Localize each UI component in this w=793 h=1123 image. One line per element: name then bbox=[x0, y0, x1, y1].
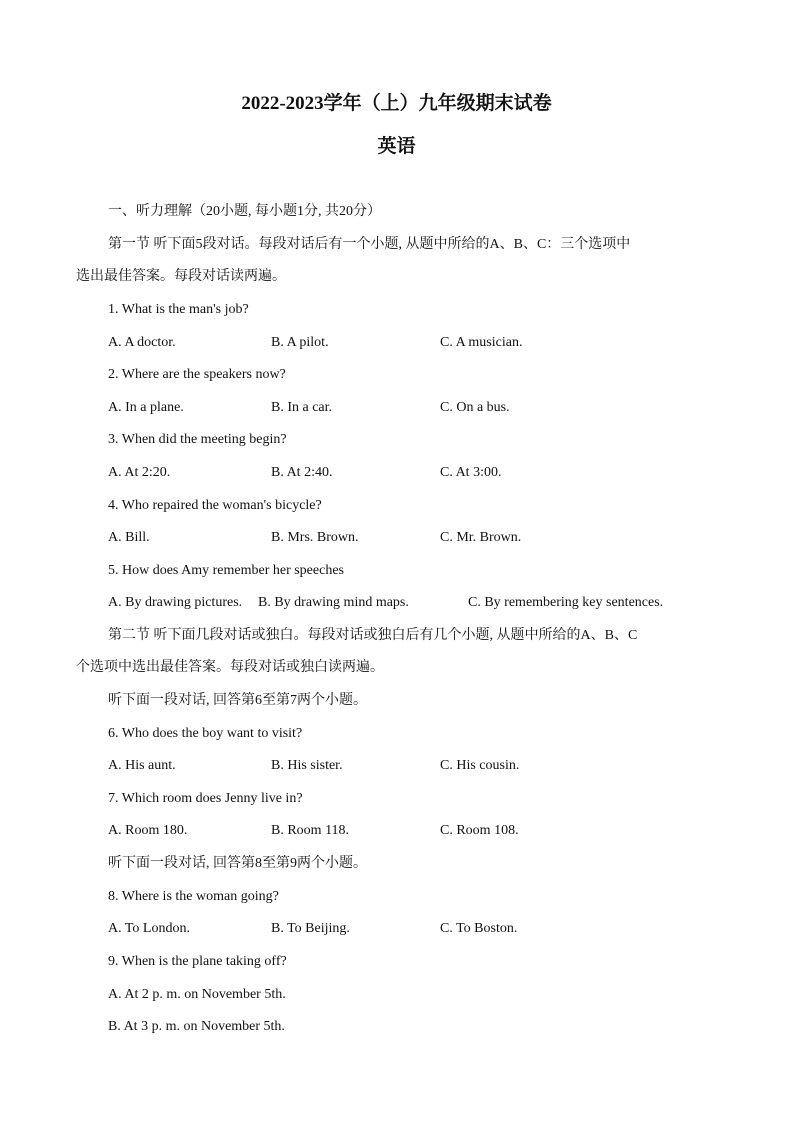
question-stem: 7. Which room does Jenny live in? bbox=[108, 791, 303, 806]
option-a: A. By drawing pictures. bbox=[108, 595, 243, 610]
option-c: C. Room 108. bbox=[440, 823, 519, 838]
question-stem: 2. Where are the speakers now? bbox=[108, 367, 286, 382]
answer-options bbox=[108, 594, 748, 612]
question-stem: 9. When is the plane taking off? bbox=[108, 954, 287, 969]
part2-instruction-line1: 第二节 听下面几段对话或独白。每段对话或独白后有几个小题, 从题中所给的A、B、C bbox=[108, 628, 638, 643]
dialog-instruction: 听下面一段对话, 回答第6至第7两个小题。 bbox=[108, 693, 367, 708]
option-b: B. A pilot. bbox=[271, 335, 329, 350]
option-c: C. To Boston. bbox=[440, 921, 518, 936]
question-stem: 8. Where is the woman going? bbox=[108, 889, 279, 904]
option-b: B. His sister. bbox=[271, 758, 343, 773]
answer-options bbox=[108, 920, 748, 938]
option-b: B. By drawing mind maps. bbox=[258, 595, 409, 610]
exam-title: 2022-2023学年（上）九年级期末试卷 bbox=[241, 93, 552, 114]
question-stem: 4. Who repaired the woman's bicycle? bbox=[108, 498, 322, 513]
option-b: B. Room 118. bbox=[271, 823, 350, 838]
part2-instruction-line2: 个选项中选出最佳答案。每段对话或独白读两遍。 bbox=[76, 660, 384, 675]
question-stem: 3. When did the meeting begin? bbox=[108, 432, 287, 447]
subject-title: 英语 bbox=[377, 136, 416, 157]
part1-instruction-line1: 第一节 听下面5段对话。每段对话后有一个小题, 从题中所给的A、B、C：三个选项中 bbox=[108, 237, 631, 252]
section-heading: 一、听力理解（20小题, 每小题1分, 共20分） bbox=[108, 204, 381, 219]
option-a: A. In a plane. bbox=[108, 400, 184, 415]
option-b: B. To Beijing. bbox=[271, 921, 350, 936]
part1-instruction-line2: 选出最佳答案。每段对话读两遍。 bbox=[76, 269, 286, 284]
option-a: A. At 2:20. bbox=[108, 465, 171, 480]
option-c: C. At 3:00. bbox=[440, 465, 502, 480]
option-b: B. Mrs. Brown. bbox=[271, 530, 359, 545]
option-a: A. Bill. bbox=[108, 530, 150, 545]
dialog-instruction: 听下面一段对话, 回答第8至第9两个小题。 bbox=[108, 856, 367, 871]
question-stem: 5. How does Amy remember her speeches bbox=[108, 563, 344, 578]
option-b: B. At 2:40. bbox=[271, 465, 333, 480]
option-a: A. His aunt. bbox=[108, 758, 176, 773]
answer-options bbox=[108, 464, 748, 482]
answer-options bbox=[108, 822, 748, 840]
option-b: B. In a car. bbox=[271, 400, 333, 415]
question-stem: 6. Who does the boy want to visit? bbox=[108, 726, 303, 741]
option-b: B. At 3 p. m. on November 5th. bbox=[108, 1019, 285, 1034]
option-a: A. A doctor. bbox=[108, 335, 176, 350]
answer-options bbox=[108, 757, 748, 775]
option-c: C. His cousin. bbox=[440, 758, 520, 773]
question-stem: 1. What is the man's job? bbox=[108, 302, 249, 317]
option-c: C. By remembering key sentences. bbox=[468, 595, 664, 610]
option-a: A. Room 180. bbox=[108, 823, 188, 838]
option-c: C. Mr. Brown. bbox=[440, 530, 522, 545]
option-c: C. A musician. bbox=[440, 335, 523, 350]
option-a: A. At 2 p. m. on November 5th. bbox=[108, 987, 286, 1002]
answer-options bbox=[108, 399, 748, 417]
answer-options bbox=[108, 529, 748, 547]
option-a: A. To London. bbox=[108, 921, 190, 936]
option-c: C. On a bus. bbox=[440, 400, 510, 415]
answer-options bbox=[108, 334, 748, 352]
